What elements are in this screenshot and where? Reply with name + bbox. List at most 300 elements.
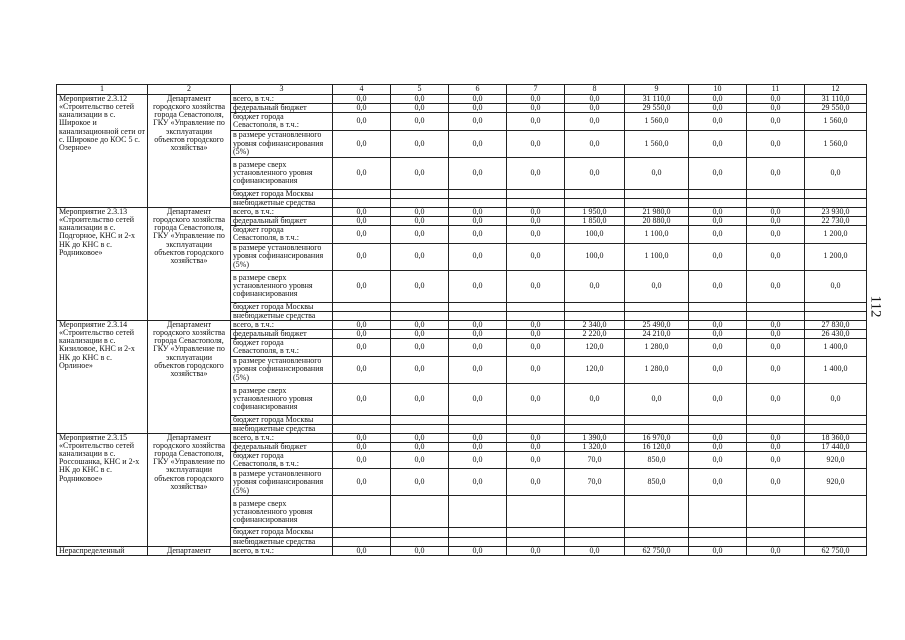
value-cell: 0,0 [565,113,625,130]
value-cell: 0,0 [625,157,689,189]
value-cell [805,189,867,198]
value-cell [507,537,565,546]
value-cell: 0,0 [391,330,449,339]
value-cell: 0,0 [507,452,565,469]
value-cell [391,302,449,311]
value-cell: 0,0 [747,339,805,356]
measure-name: Мероприятие 2.3.14 «Строительство сетей канализации в с. Кизиловое, КНС и 2-х НК до КНС в с. Орлиное» [57,320,148,433]
value-cell: 0,0 [625,270,689,302]
funding-source-label: всего, в т.ч.: [231,95,333,104]
funding-source-label: в размере установленного уровня софинансирования (5%) [231,243,333,270]
measure-executor: Департамент городского хозяйства города Севастополя, ГКУ «Управление по эксплуатации объектов городского хозяйства» [148,207,231,320]
header-cell: 4 [333,85,391,95]
funding-source-label: всего, в т.ч.: [231,546,333,555]
table-row [57,320,867,329]
value-cell: 0,0 [747,157,805,189]
value-cell: 0,0 [391,320,449,329]
value-cell [333,302,391,311]
value-cell [507,528,565,537]
value-cell: 0,0 [805,157,867,189]
value-cell: 0,0 [391,95,449,104]
value-cell: 2 220,0 [565,330,625,339]
value-cell [565,311,625,320]
value-cell: 1 320,0 [565,442,625,451]
value-cell: 0,0 [625,383,689,415]
funding-source-label: внебюджетные средства [231,537,333,546]
value-cell: 0,0 [391,207,449,216]
value-cell [391,528,449,537]
value-cell [625,311,689,320]
value-cell: 0,0 [747,452,805,469]
funding-source-label: внебюджетные средства [231,311,333,320]
header-cell: 10 [689,85,747,95]
value-cell: 0,0 [689,104,747,113]
value-cell [747,415,805,424]
value-cell: 0,0 [747,207,805,216]
value-cell [391,415,449,424]
value-cell: 1 400,0 [805,356,867,383]
funding-source-label: бюджет города Севастополя, в т.ч.: [231,113,333,130]
funding-source-label: внебюджетные средства [231,424,333,433]
value-cell: 0,0 [391,226,449,243]
funding-source-label: всего, в т.ч.: [231,320,333,329]
value-cell: 850,0 [625,452,689,469]
value-cell: 0,0 [689,546,747,555]
value-cell [565,528,625,537]
value-cell: 17 440,0 [805,442,867,451]
value-cell: 23 930,0 [805,207,867,216]
value-cell [333,415,391,424]
funding-source-label: в размере сверх установленного уровня софинансирования [231,270,333,302]
value-cell [507,302,565,311]
value-cell: 0,0 [333,130,391,157]
value-cell [391,198,449,207]
value-cell [747,311,805,320]
value-cell [391,189,449,198]
value-cell: 24 210,0 [625,330,689,339]
value-cell [449,302,507,311]
value-cell: 1 560,0 [805,130,867,157]
value-cell [747,496,805,528]
value-cell: 100,0 [565,243,625,270]
value-cell [805,537,867,546]
value-cell: 21 980,0 [625,207,689,216]
value-cell: 1 560,0 [805,113,867,130]
value-cell: 0,0 [689,442,747,451]
value-cell: 0,0 [391,157,449,189]
value-cell [747,302,805,311]
value-cell: 1 850,0 [565,217,625,226]
value-cell: 0,0 [391,243,449,270]
value-cell: 0,0 [507,383,565,415]
value-cell: 0,0 [449,130,507,157]
value-cell: 0,0 [747,383,805,415]
value-cell [565,424,625,433]
header-cell: 12 [805,85,867,95]
funding-source-label: в размере сверх установленного уровня софинансирования [231,157,333,189]
value-cell: 0,0 [507,113,565,130]
value-cell: 1 100,0 [625,243,689,270]
value-cell: 0,0 [747,433,805,442]
value-cell: 1 400,0 [805,339,867,356]
value-cell: 0,0 [449,95,507,104]
value-cell: 0,0 [689,157,747,189]
value-cell [689,537,747,546]
header-cell: 6 [449,85,507,95]
value-cell: 0,0 [391,546,449,555]
value-cell: 70,0 [565,452,625,469]
header-cell: 1 [57,85,148,95]
value-cell: 0,0 [565,130,625,157]
value-cell: 0,0 [333,356,391,383]
value-cell [689,189,747,198]
header-cell: 7 [507,85,565,95]
value-cell [747,198,805,207]
value-cell: 0,0 [449,330,507,339]
value-cell: 1 280,0 [625,356,689,383]
table-row [57,95,867,104]
funding-source-label: бюджет города Севастополя, в т.ч.: [231,452,333,469]
value-cell: 0,0 [689,356,747,383]
value-cell: 0,0 [689,243,747,270]
value-cell: 0,0 [333,452,391,469]
value-cell: 0,0 [689,383,747,415]
table-row [57,433,867,442]
value-cell: 18 360,0 [805,433,867,442]
value-cell [625,424,689,433]
value-cell: 0,0 [507,130,565,157]
value-cell: 0,0 [333,330,391,339]
header-cell: 5 [391,85,449,95]
value-cell: 0,0 [747,243,805,270]
value-cell: 0,0 [449,157,507,189]
value-cell [689,424,747,433]
value-cell: 0,0 [507,320,565,329]
value-cell: 0,0 [391,383,449,415]
funding-source-label: федеральный бюджет [231,442,333,451]
value-cell [565,189,625,198]
value-cell: 0,0 [391,356,449,383]
value-cell [391,537,449,546]
header-row [57,85,867,95]
value-cell: 0,0 [449,207,507,216]
measure-name: Мероприятие 2.3.12 «Строительство сетей канализации в с. Широкое и канализационной сети от с. Широкое до КОС 5 с. Озерное» [57,95,148,208]
value-cell [449,528,507,537]
table-body [57,85,867,556]
value-cell: 0,0 [565,270,625,302]
value-cell: 0,0 [507,243,565,270]
value-cell [747,537,805,546]
value-cell: 31 110,0 [805,95,867,104]
value-cell: 0,0 [565,157,625,189]
value-cell [689,528,747,537]
value-cell: 27 830,0 [805,320,867,329]
value-cell [805,198,867,207]
value-cell: 26 430,0 [805,330,867,339]
value-cell: 0,0 [689,130,747,157]
value-cell [565,496,625,528]
value-cell: 1 950,0 [565,207,625,216]
value-cell: 70,0 [565,469,625,496]
value-cell [449,496,507,528]
value-cell: 0,0 [689,113,747,130]
value-cell: 0,0 [747,469,805,496]
table-row [57,207,867,216]
value-cell: 16 970,0 [625,433,689,442]
measure-executor: Департамент городского хозяйства города Севастополя, ГКУ «Управление по эксплуатации объектов городского хозяйства» [148,433,231,546]
value-cell: 850,0 [625,469,689,496]
value-cell: 0,0 [507,95,565,104]
value-cell: 0,0 [747,95,805,104]
value-cell: 0,0 [449,270,507,302]
value-cell: 0,0 [449,383,507,415]
value-cell: 0,0 [391,217,449,226]
value-cell [333,537,391,546]
value-cell: 0,0 [507,157,565,189]
value-cell: 0,0 [689,330,747,339]
value-cell: 25 490,0 [625,320,689,329]
value-cell: 0,0 [391,130,449,157]
value-cell [747,189,805,198]
value-cell [689,311,747,320]
funding-source-label: бюджет города Москвы [231,189,333,198]
value-cell: 0,0 [391,339,449,356]
value-cell: 1 200,0 [805,243,867,270]
value-cell: 0,0 [747,320,805,329]
measure-executor: Департамент [148,546,231,555]
value-cell: 0,0 [333,270,391,302]
value-cell: 0,0 [507,270,565,302]
value-cell: 0,0 [333,469,391,496]
value-cell [625,189,689,198]
value-cell: 0,0 [449,217,507,226]
value-cell: 0,0 [689,207,747,216]
value-cell [333,424,391,433]
value-cell: 1 280,0 [625,339,689,356]
value-cell: 22 730,0 [805,217,867,226]
value-cell: 0,0 [747,226,805,243]
value-cell: 0,0 [689,452,747,469]
value-cell: 0,0 [449,104,507,113]
value-cell: 0,0 [449,339,507,356]
value-cell [805,311,867,320]
value-cell: 0,0 [333,217,391,226]
funding-source-label: в размере установленного уровня софинансирования (5%) [231,469,333,496]
measure-executor: Департамент городского хозяйства города Севастополя, ГКУ «Управление по эксплуатации объектов городского хозяйства» [148,95,231,208]
funding-source-label: всего, в т.ч.: [231,207,333,216]
value-cell: 0,0 [391,442,449,451]
value-cell [507,415,565,424]
value-cell: 0,0 [805,270,867,302]
value-cell [507,198,565,207]
value-cell: 0,0 [391,469,449,496]
value-cell: 0,0 [507,433,565,442]
value-cell: 0,0 [333,104,391,113]
value-cell: 62 750,0 [625,546,689,555]
value-cell: 1 560,0 [625,130,689,157]
value-cell: 120,0 [565,356,625,383]
value-cell [565,198,625,207]
value-cell: 0,0 [507,469,565,496]
value-cell: 0,0 [449,356,507,383]
value-cell: 920,0 [805,452,867,469]
value-cell: 0,0 [747,130,805,157]
funding-source-label: бюджет города Севастополя, в т.ч.: [231,339,333,356]
funding-source-label: бюджет города Москвы [231,528,333,537]
value-cell [507,424,565,433]
value-cell: 0,0 [507,104,565,113]
value-cell [625,198,689,207]
value-cell: 0,0 [507,330,565,339]
value-cell [747,424,805,433]
value-cell: 0,0 [333,95,391,104]
value-cell: 0,0 [747,104,805,113]
value-cell [333,189,391,198]
funding-source-label: в размере установленного уровня софинансирования (5%) [231,130,333,157]
value-cell: 0,0 [449,226,507,243]
value-cell: 0,0 [565,104,625,113]
value-cell: 0,0 [391,433,449,442]
header-cell: 2 [148,85,231,95]
value-cell: 0,0 [747,113,805,130]
funding-source-label: бюджет города Москвы [231,302,333,311]
funding-source-label: в размере сверх установленного уровня софинансирования [231,496,333,528]
value-cell: 0,0 [449,442,507,451]
value-cell: 0,0 [333,433,391,442]
funding-source-label: в размере установленного уровня софинансирования (5%) [231,356,333,383]
value-cell: 29 550,0 [625,104,689,113]
value-cell [805,424,867,433]
value-cell: 0,0 [689,320,747,329]
value-cell: 0,0 [391,270,449,302]
value-cell [507,311,565,320]
value-cell: 0,0 [689,433,747,442]
header-cell: 9 [625,85,689,95]
value-cell [507,496,565,528]
funding-source-label: бюджет города Севастополя, в т.ч.: [231,226,333,243]
value-cell: 0,0 [333,546,391,555]
value-cell [747,528,805,537]
value-cell: 0,0 [333,113,391,130]
value-cell [625,528,689,537]
value-cell [805,415,867,424]
value-cell: 1 100,0 [625,226,689,243]
value-cell [391,424,449,433]
value-cell [333,311,391,320]
value-cell [391,311,449,320]
value-cell [449,311,507,320]
value-cell: 0,0 [565,383,625,415]
value-cell [333,496,391,528]
value-cell: 0,0 [507,442,565,451]
value-cell: 0,0 [689,270,747,302]
value-cell: 0,0 [391,452,449,469]
value-cell: 0,0 [449,469,507,496]
value-cell [449,424,507,433]
value-cell: 0,0 [449,320,507,329]
value-cell [625,302,689,311]
value-cell: 2 340,0 [565,320,625,329]
value-cell: 0,0 [689,217,747,226]
value-cell: 0,0 [747,356,805,383]
value-cell: 0,0 [333,383,391,415]
value-cell [805,528,867,537]
header-cell: 3 [231,85,333,95]
funding-source-label: внебюджетные средства [231,198,333,207]
value-cell: 0,0 [689,469,747,496]
value-cell: 0,0 [391,104,449,113]
value-cell: 120,0 [565,339,625,356]
value-cell [449,198,507,207]
value-cell: 0,0 [507,217,565,226]
page-number: 112 [867,295,884,318]
value-cell: 0,0 [333,157,391,189]
value-cell: 0,0 [333,207,391,216]
value-cell: 0,0 [565,95,625,104]
value-cell: 0,0 [333,226,391,243]
value-cell: 31 110,0 [625,95,689,104]
measure-name: Мероприятие 2.3.15 «Строительство сетей канализации в с. Россошанка, КНС и 2-х НК до КНС в с. Родниковое» [57,433,148,546]
value-cell: 0,0 [507,207,565,216]
value-cell: 1 560,0 [625,113,689,130]
funding-source-label: федеральный бюджет [231,330,333,339]
value-cell: 62 750,0 [805,546,867,555]
value-cell: 16 120,0 [625,442,689,451]
value-cell [449,415,507,424]
value-cell [565,302,625,311]
value-cell: 0,0 [449,546,507,555]
value-cell [625,496,689,528]
header-cell: 11 [747,85,805,95]
value-cell [449,189,507,198]
value-cell [565,537,625,546]
value-cell [689,415,747,424]
value-cell [333,198,391,207]
value-cell: 0,0 [805,383,867,415]
value-cell: 0,0 [449,452,507,469]
value-cell: 0,0 [449,433,507,442]
value-cell [449,537,507,546]
value-cell: 0,0 [689,226,747,243]
measure-name: Нераспределенный [57,546,148,555]
value-cell: 1 390,0 [565,433,625,442]
value-cell [805,302,867,311]
value-cell: 0,0 [333,320,391,329]
value-cell: 0,0 [449,243,507,270]
table-row [57,546,867,555]
value-cell: 29 550,0 [805,104,867,113]
value-cell: 0,0 [565,546,625,555]
value-cell: 0,0 [507,226,565,243]
value-cell: 0,0 [507,356,565,383]
budget-table [56,84,867,556]
value-cell: 0,0 [747,330,805,339]
value-cell: 1 200,0 [805,226,867,243]
value-cell: 0,0 [333,243,391,270]
value-cell: 0,0 [449,113,507,130]
funding-source-label: всего, в т.ч.: [231,433,333,442]
value-cell: 0,0 [747,217,805,226]
value-cell: 0,0 [333,442,391,451]
value-cell [689,496,747,528]
funding-source-label: в размере сверх установленного уровня софинансирования [231,383,333,415]
value-cell: 20 880,0 [625,217,689,226]
funding-source-label: федеральный бюджет [231,217,333,226]
value-cell: 0,0 [391,113,449,130]
value-cell [689,302,747,311]
value-cell: 0,0 [507,546,565,555]
value-cell: 0,0 [689,339,747,356]
